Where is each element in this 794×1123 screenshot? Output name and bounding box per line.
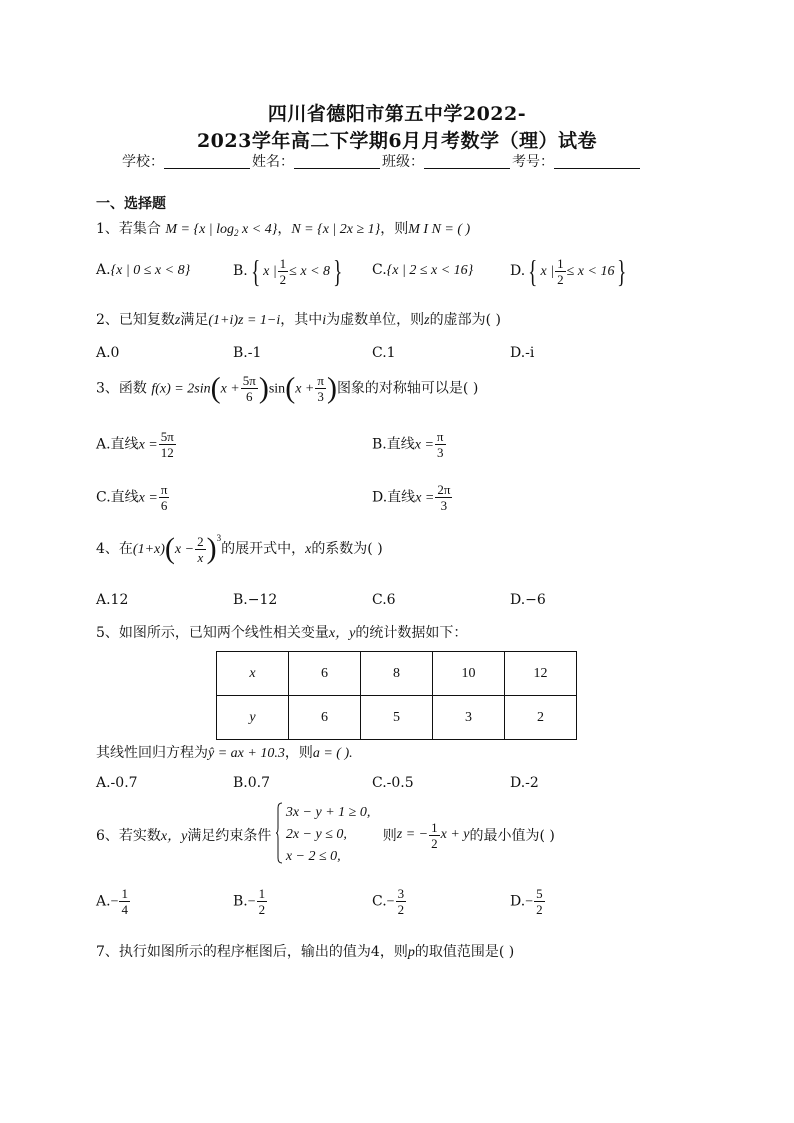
- option-1b[interactable]: [233, 255, 345, 287]
- fraction-denominator: 12: [160, 445, 174, 460]
- fraction-denominator: 2: [557, 271, 564, 287]
- option-sign: −: [386, 894, 395, 910]
- option-sign: −: [247, 894, 256, 910]
- fraction-numerator: 5π: [242, 373, 256, 388]
- option-2c[interactable]: C.1: [372, 345, 396, 361]
- math-set-n: N = {x | 2x ≥ 1}: [291, 222, 381, 237]
- fraction-denominator: 2: [431, 835, 438, 851]
- table-cell: x: [217, 652, 289, 696]
- paren-right: ): [326, 371, 337, 405]
- fraction-numerator: 1: [258, 886, 266, 901]
- brace-right: }: [617, 253, 627, 289]
- math-set-m: M = {x | log: [165, 222, 235, 237]
- math-exponent: 3: [216, 533, 222, 543]
- school-label: 学校：: [122, 154, 164, 170]
- math-equation: (1+i)z = 1−i: [208, 313, 281, 328]
- option-math: x |: [263, 264, 277, 279]
- option-math: x |: [540, 264, 555, 279]
- fraction: [396, 886, 407, 917]
- fraction-denominator: 2: [397, 902, 405, 917]
- table-cell: 12: [505, 652, 577, 696]
- question-2: [96, 309, 501, 329]
- question-1: [96, 218, 470, 238]
- fraction: [159, 482, 170, 513]
- data-table: [216, 651, 577, 740]
- fraction-numerator: 5: [536, 886, 543, 901]
- option-1d[interactable]: [510, 255, 630, 287]
- math-expr: x −: [174, 542, 195, 557]
- fraction-denominator: 6: [246, 389, 253, 404]
- fraction-denominator: 3: [440, 498, 448, 513]
- option-3d[interactable]: [372, 482, 453, 513]
- fraction-numerator: π: [160, 482, 168, 497]
- question-text: 执行如图所示的程序框图后，输出的值为4，则: [118, 944, 408, 960]
- paren-left: (: [164, 532, 175, 565]
- option-math: ≤ x < 16: [566, 264, 615, 279]
- question-text: 的展开式中，: [221, 541, 306, 557]
- student-info-line: [122, 151, 642, 171]
- table-cell: 8: [361, 652, 433, 696]
- question-text: 在: [118, 541, 133, 557]
- question-text: 的系数为( ): [311, 541, 383, 557]
- question-text: 若实数: [118, 828, 161, 844]
- fraction-numerator: 2: [197, 533, 204, 549]
- option-math: x =: [414, 437, 434, 453]
- table-cell: 2: [505, 696, 577, 740]
- option-5a[interactable]: A.-0.7: [96, 775, 138, 791]
- option-3c[interactable]: [96, 482, 170, 513]
- section-title: 一、选择题: [96, 196, 166, 212]
- option-math: x =: [415, 490, 435, 506]
- question-number: 7、: [96, 944, 119, 960]
- option-label: C.: [372, 893, 387, 910]
- question-number: 2、: [96, 312, 119, 328]
- option-label: A.: [96, 893, 111, 910]
- option-math: ≤ x < 8: [289, 264, 331, 279]
- question-number: 6、: [96, 828, 119, 844]
- option-label: A.直线: [96, 436, 139, 453]
- option-label: D.: [510, 893, 526, 910]
- math-function: sin: [268, 381, 286, 397]
- question-text: 的虚部为( ): [429, 312, 501, 328]
- question-number: 1、: [96, 221, 119, 237]
- punctuation: ，: [277, 221, 292, 237]
- fraction: [534, 886, 545, 917]
- option-4d[interactable]: D.−6: [510, 592, 546, 608]
- question-3: [96, 373, 478, 404]
- math-var: p: [407, 945, 415, 960]
- option-2b[interactable]: B.-1: [233, 345, 262, 361]
- brace-right: }: [333, 253, 343, 289]
- question-number: 5、: [96, 625, 119, 641]
- math-var: z: [424, 313, 430, 328]
- option-math: {x | 0 ≤ x < 8}: [110, 263, 191, 278]
- question-text: 其线性回归方程为: [96, 745, 208, 761]
- question-ask: M I N = ( ): [408, 222, 471, 237]
- option-5d[interactable]: D.-2: [510, 775, 539, 791]
- option-math: x =: [138, 437, 158, 453]
- option-4c[interactable]: C.6: [372, 592, 396, 608]
- paren-left: (: [210, 371, 221, 405]
- option-3a[interactable]: [96, 429, 177, 460]
- fraction: [159, 429, 176, 460]
- question-5: [96, 622, 467, 642]
- exam-number-label: 考号：: [512, 154, 554, 170]
- math-set-m-end: x < 4}: [238, 222, 278, 237]
- option-math: {x | 2 ≤ x < 16}: [386, 263, 474, 278]
- math-expr: x +: [295, 381, 315, 397]
- fraction-numerator: 3: [397, 886, 405, 901]
- fraction-denominator: 2: [279, 271, 287, 287]
- school-blank[interactable]: [164, 154, 250, 169]
- paren-right: ): [258, 371, 269, 405]
- math-expr: (1+x): [132, 542, 165, 557]
- option-sign: −: [525, 894, 534, 910]
- fraction-numerator: 1: [279, 255, 287, 271]
- fraction: [429, 820, 440, 851]
- math-var: z: [174, 313, 181, 328]
- paren-left: (: [285, 371, 296, 405]
- option-6d[interactable]: [510, 886, 546, 917]
- constraint-line: 3x − y + 1 ≥ 0,: [285, 805, 371, 820]
- table-cell: 6: [289, 696, 361, 740]
- question-number: 4、: [96, 541, 119, 557]
- option-label: C.直线: [96, 489, 139, 506]
- question-6: [96, 802, 555, 868]
- class-label: 班级：: [382, 154, 424, 170]
- question-text: 的最小值为( ): [469, 828, 555, 844]
- question-number: 3、: [96, 380, 119, 397]
- question-text: 的统计数据如下：: [355, 625, 468, 641]
- fraction-denominator: 4: [121, 902, 128, 917]
- fraction-numerator: 2π: [437, 482, 451, 497]
- question-ask: a = ( ).: [312, 746, 353, 761]
- table-cell: 3: [433, 696, 505, 740]
- question-text: 若集合: [118, 221, 161, 237]
- table-cell: y: [217, 696, 289, 740]
- name-blank[interactable]: [294, 154, 380, 169]
- question-text: 函数: [118, 380, 147, 397]
- option-2d[interactable]: D.-i: [510, 345, 535, 361]
- paren-right: ): [206, 532, 217, 565]
- option-6b[interactable]: [233, 886, 268, 917]
- question-text: 如图所示，已知两个线性相关变量: [118, 625, 329, 641]
- option-sign: −: [110, 894, 119, 910]
- fraction-denominator: 3: [317, 389, 324, 404]
- question-text: 满足约束条件: [187, 828, 272, 844]
- option-1c[interactable]: [372, 262, 473, 279]
- fraction: [435, 429, 446, 460]
- question-text: 满足: [180, 312, 209, 328]
- option-4a[interactable]: A.12: [96, 592, 129, 608]
- class-blank[interactable]: [424, 154, 510, 169]
- fraction: [257, 886, 268, 917]
- fraction-denominator: 2: [536, 902, 543, 917]
- fraction-numerator: π: [317, 373, 324, 388]
- option-1a[interactable]: [96, 262, 190, 279]
- question-text: 的取值范围是( ): [414, 944, 515, 960]
- math-var: x: [305, 542, 312, 557]
- math-expr: x + y: [440, 827, 470, 842]
- question-text: ，其中: [280, 312, 323, 328]
- constraint-system: [276, 802, 371, 868]
- exam-number-blank[interactable]: [554, 154, 640, 169]
- math-expr: x +: [220, 381, 240, 397]
- left-brace-icon: [276, 802, 282, 864]
- option-label: A.: [96, 262, 111, 278]
- fraction-numerator: 1: [431, 819, 438, 835]
- exam-title-line1: 四川省德阳市第五中学2022-: [267, 103, 527, 125]
- option-2a[interactable]: A.0: [96, 345, 120, 361]
- table-cell: 6: [289, 652, 361, 696]
- option-4b[interactable]: B.−12: [233, 592, 278, 608]
- table-cell: 5: [361, 696, 433, 740]
- brace-left: {: [528, 253, 538, 289]
- fraction-denominator: 2: [258, 902, 266, 917]
- fraction-numerator: 5π: [160, 429, 174, 444]
- fraction: [119, 886, 130, 917]
- math-expr: z = −: [396, 827, 429, 842]
- option-label: B.直线: [372, 436, 415, 453]
- fraction-numerator: π: [436, 429, 444, 444]
- option-label: D.: [510, 263, 526, 279]
- option-label: B.: [233, 263, 248, 279]
- fraction-denominator: x: [197, 549, 204, 565]
- question-text: 为虚数单位，则: [326, 312, 425, 328]
- fraction: [241, 373, 258, 404]
- brace-left: {: [250, 253, 261, 289]
- question-text: ，则: [284, 745, 313, 761]
- option-6a[interactable]: [96, 886, 131, 917]
- option-5c[interactable]: C.-0.5: [372, 775, 414, 791]
- table-row: [217, 696, 577, 740]
- fraction: [315, 373, 326, 404]
- math-var: i: [322, 313, 327, 328]
- fraction-denominator: 3: [436, 445, 444, 460]
- question-7: [96, 941, 514, 961]
- option-3b[interactable]: [372, 429, 447, 460]
- option-6c[interactable]: [372, 886, 407, 917]
- table-row: [217, 652, 577, 696]
- option-5b[interactable]: B.0.7: [233, 775, 271, 791]
- question-text: 则: [382, 828, 397, 844]
- math-vars: x，y: [160, 829, 188, 844]
- fraction-numerator: 1: [121, 886, 128, 901]
- question-5-regression: [96, 742, 353, 762]
- name-label: 姓名：: [252, 154, 294, 170]
- math-function: f(x) = 2sin: [151, 381, 211, 397]
- option-label: D.直线: [372, 489, 416, 506]
- fraction: [195, 534, 206, 565]
- fraction: [555, 256, 566, 287]
- option-label: B.: [233, 893, 248, 910]
- option-label: C.: [372, 262, 387, 278]
- table-cell: 10: [433, 652, 505, 696]
- math-vars: x，y: [328, 626, 356, 641]
- question-text: ，则: [380, 221, 409, 237]
- math-subscript: 2: [234, 228, 239, 238]
- fraction-numerator: 1: [557, 255, 564, 271]
- question-text: 图象的对称轴可以是( ): [336, 380, 479, 397]
- math-equation: ŷ = ax + 10.3: [208, 746, 285, 761]
- constraint-line: 2x − y ≤ 0,: [285, 827, 347, 842]
- constraint-line: x − 2 ≤ 0,: [285, 849, 341, 864]
- exam-title-line2: 2023学年高二下学期6月月考数学（理）试卷: [196, 130, 598, 152]
- fraction: [278, 256, 289, 287]
- fraction-denominator: 6: [160, 498, 168, 513]
- option-math: x =: [138, 490, 158, 506]
- question-4: [96, 533, 383, 565]
- fraction: [435, 482, 452, 513]
- question-text: 已知复数: [118, 312, 175, 328]
